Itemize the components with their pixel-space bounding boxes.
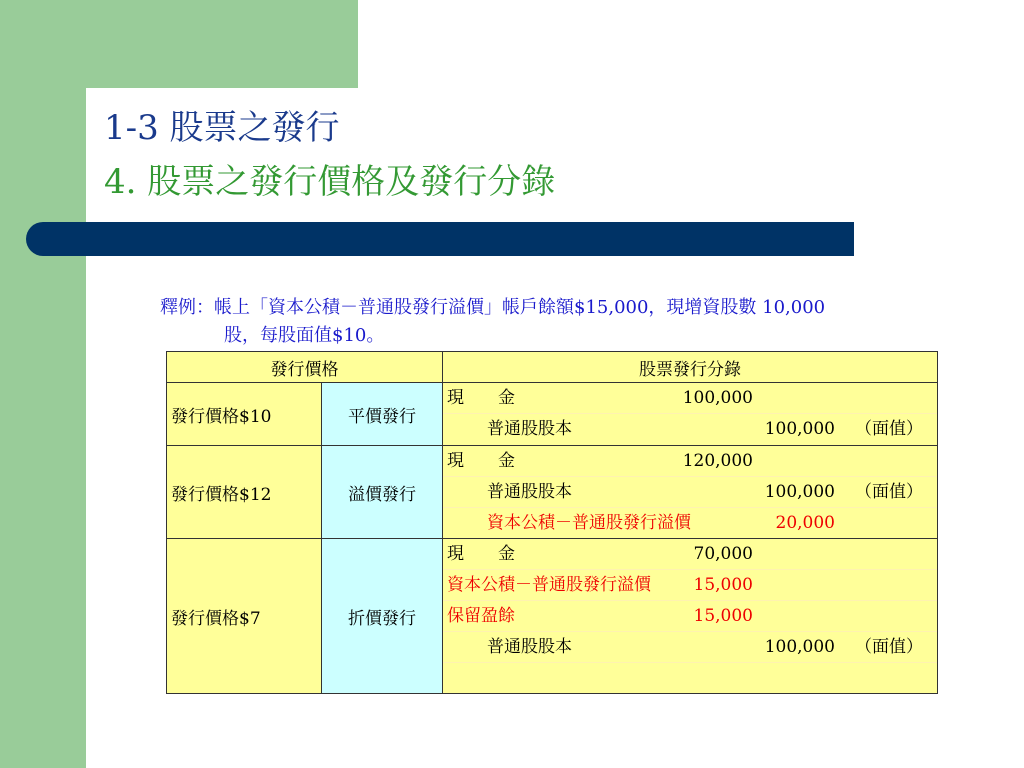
account-name: 現 金 xyxy=(447,451,515,471)
entry-line xyxy=(443,508,937,538)
table-row xyxy=(167,383,938,446)
entry-cell xyxy=(443,446,938,539)
method-cell: 折價發行 xyxy=(322,539,443,694)
entry-cell xyxy=(443,383,938,446)
table-row xyxy=(167,539,938,694)
price-cell: 發行價格$7 xyxy=(167,539,322,694)
credit-amount: 100,000 xyxy=(764,419,835,439)
account-name: 保留盈餘 xyxy=(447,606,515,626)
left-green-band xyxy=(0,0,86,768)
header-entries: 股票發行分錄 xyxy=(443,352,938,383)
example-text xyxy=(160,294,980,350)
price-cell: 發行價格$10 xyxy=(167,383,322,446)
debit-amount: 70,000 xyxy=(693,544,753,564)
header-price: 發行價格 xyxy=(167,352,443,383)
credit-amount: 20,000 xyxy=(775,513,835,533)
account-name: 現 金 xyxy=(447,544,515,564)
debit-amount: 100,000 xyxy=(682,388,753,408)
entry-line xyxy=(443,570,937,601)
par-value-note: （面值） xyxy=(855,482,923,502)
credit-amount: 100,000 xyxy=(764,482,835,502)
slide-subtitle: 4. 股票之發行價格及發行分錄 xyxy=(104,162,556,202)
top-green-band xyxy=(0,0,358,88)
table-row xyxy=(167,446,938,539)
entry-cell xyxy=(443,539,938,694)
credit-amount: 100,000 xyxy=(764,637,835,657)
account-name: 普通股股本 xyxy=(487,482,572,502)
slide-title: 1-3 股票之發行 xyxy=(104,108,340,148)
par-value-note: （面值） xyxy=(855,419,923,439)
title-divider-bar xyxy=(26,222,854,256)
account-name: 資本公積－普通股發行溢價 xyxy=(487,513,691,533)
journal-entry-table xyxy=(166,351,938,694)
entry-line xyxy=(443,414,937,444)
account-name: 資本公積－普通股發行溢價 xyxy=(447,575,651,595)
entry-line xyxy=(443,477,937,508)
account-name: 普通股股本 xyxy=(487,419,572,439)
entry-line xyxy=(443,446,937,477)
par-value-note: （面值） xyxy=(855,637,923,657)
debit-amount: 15,000 xyxy=(693,575,753,595)
example-line-1: 釋例：帳上「資本公積－普通股發行溢價」帳戶餘額$15,000，現增資股數 10,000 xyxy=(160,297,826,318)
account-name: 現 金 xyxy=(447,388,515,408)
price-cell: 發行價格$12 xyxy=(167,446,322,539)
debit-amount: 120,000 xyxy=(682,451,753,471)
table-header-row xyxy=(167,352,938,383)
entry-line xyxy=(443,632,937,663)
entry-line xyxy=(443,663,937,693)
entry-line xyxy=(443,601,937,632)
method-cell: 溢價發行 xyxy=(322,446,443,539)
account-name: 普通股股本 xyxy=(487,637,572,657)
entry-line xyxy=(443,383,937,414)
debit-amount: 15,000 xyxy=(693,606,753,626)
example-line-2: 股，每股面值$10。 xyxy=(224,325,385,346)
entry-line xyxy=(443,539,937,570)
method-cell: 平價發行 xyxy=(322,383,443,446)
